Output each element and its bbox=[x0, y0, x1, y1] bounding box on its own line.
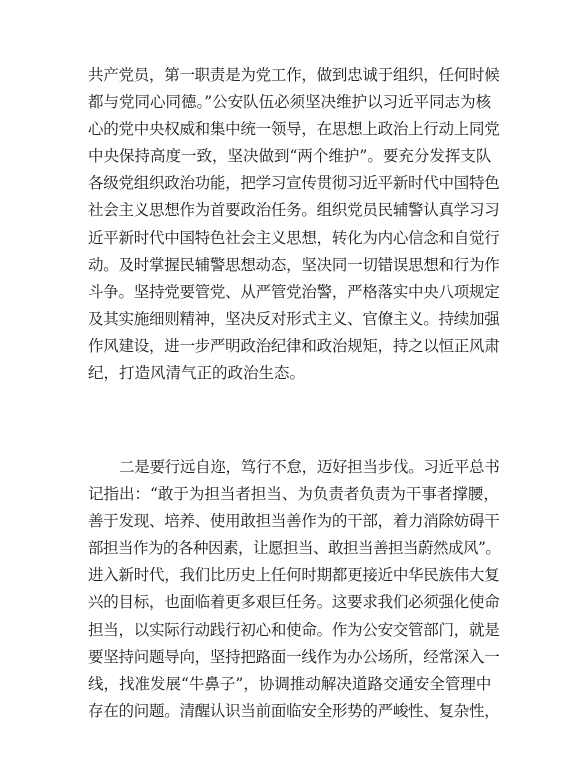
text-line: 作风建设，进一步严明政治纪律和政治规矩，持之以恒正风肃 bbox=[88, 336, 500, 355]
text-line: 纪，打造风清气正的政治生态。 bbox=[88, 364, 306, 383]
text-line: 要坚持问题导向，坚持把路面一线作为办公场所，经常深入一 bbox=[88, 647, 500, 666]
text-line: 各级党组织政治功能，把学习宣传贯彻习近平新时代中国特色 bbox=[88, 174, 500, 193]
text-line: 善于发现、培养、使用敢担当善作为的干部，着力消除妨碍干 bbox=[88, 512, 500, 531]
paragraph-2 bbox=[88, 454, 500, 725]
text-line: 斗争。坚持党要管党、从严管党治警，严格落实中央八项规定 bbox=[88, 282, 500, 301]
text-line: 共产党员，第一职责是为党工作，做到忠诚于组织，任何时候 bbox=[88, 66, 500, 84]
text-line: 进入新时代，我们比历史上任何时期都更接近中华民族伟大复 bbox=[88, 566, 500, 585]
text-line: 线，找准发展“牛鼻子”，协调推动解决道路交通安全管理中 bbox=[88, 674, 492, 693]
text-line: 部担当作为的各种因素，让愿担当、敢担当善担当蔚然成风”。 bbox=[88, 539, 500, 558]
text-line: 二是要行远自迩，笃行不怠，迈好担当步伐。习近平总书 bbox=[119, 458, 500, 476]
text-line: 记指出：“敢于为担当者担当、为负责者负责为干事者撑腰， bbox=[88, 485, 499, 504]
text-line: 及其实施细则精神，坚决反对形式主义、官僚主义。持续加强 bbox=[88, 309, 500, 328]
text-line: 兴的目标，也面临着更多艰巨任务。这要求我们必须强化使命 bbox=[88, 593, 500, 612]
text-line: 都与党同心同德。”公安队伍必须坚决维护以习近平同志为核 bbox=[88, 93, 492, 112]
text-line: 心的党中央权威和集中统一领导，在思想上政治上行动上同党 bbox=[88, 120, 500, 139]
text-line: 中央保持高度一致，坚决做到“两个维护”。要充分发挥支队 bbox=[88, 147, 492, 166]
text-line: 近平新时代中国特色社会主义思想，转化为内心信念和自觉行 bbox=[88, 228, 500, 247]
text-line: 存在的问题。清醒认识当前面临安全形势的严峻性、复杂性， bbox=[88, 701, 500, 720]
paragraph-1 bbox=[88, 62, 500, 387]
text-line: 担当，以实际行动践行初心和使命。作为公安交管部门，就是 bbox=[88, 620, 500, 639]
text-line: 社会主义思想作为首要政治任务。组织党员民辅警认真学习习 bbox=[88, 201, 500, 220]
text-line: 动。及时掌握民辅警思想动态，坚决同一切错误思想和行为作 bbox=[88, 255, 500, 274]
